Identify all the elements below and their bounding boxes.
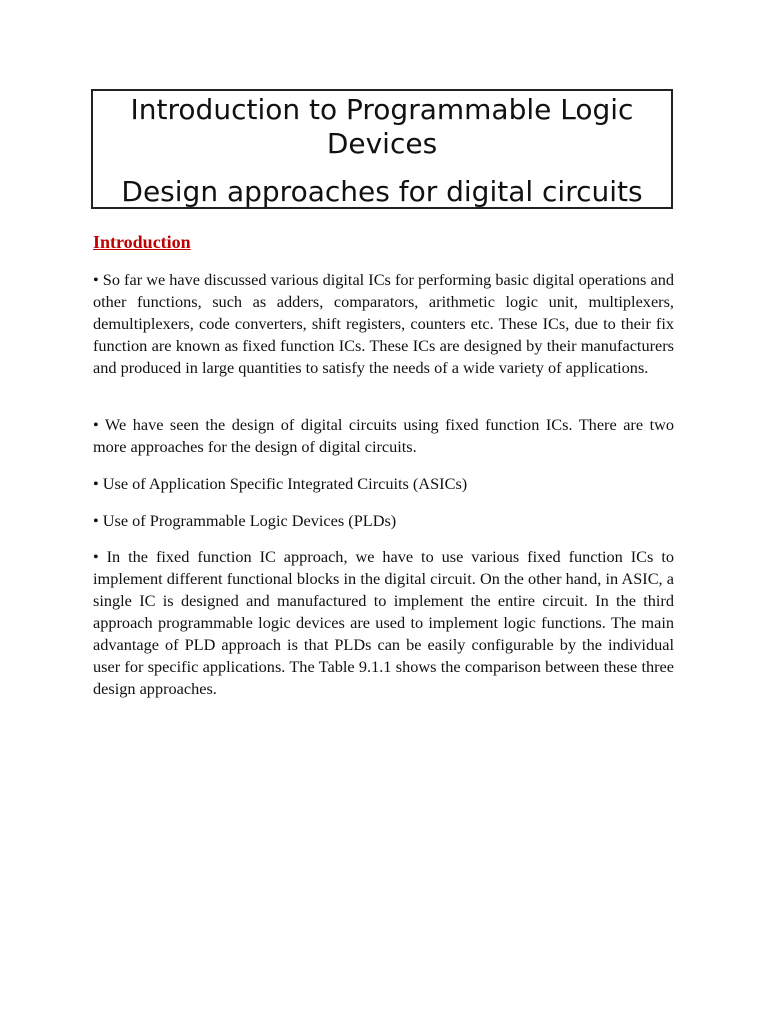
document-subtitle: Design approaches for digital circuits [121,175,643,208]
paragraph-fixed-function-ics: • So far we have discussed various digital ICs for performing basic digital operations and other functions, such as adders, comparators, arithmetic logic unit, multiplexers, demultiplexers, code converters, shift registers, counters etc. These ICs, due to their fix function are known as fixed function ICs. These ICs are designed by their manufacturers and produced in large quantities to satisfy the needs of a wide variety of applications. [93,270,674,377]
paragraph-plds: • Use of Programmable Logic Devices (PLDs) [93,511,397,530]
paragraph-comparison: • In the fixed function IC approach, we have to use various fixed function ICs to implement different functional blocks in the digital circuit. On the other hand, in ASIC, a single IC is designed and manufactured to implement the entire circuit. In the third approach programmable logic devices are used to implement logic functions. The main advantage of PLD approach is that PLDs can be easily configurable by the individual user for specific applications. The Table 9.1.1 shows the comparison between these three design approaches. [93,547,674,698]
paragraph-asics: • Use of Application Specific Integrated Circuits (ASICs) [93,474,468,493]
document-title: Introduction to Programmable Logic Devices [130,93,634,160]
paragraph-design-approaches: • We have seen the design of digital circuits using fixed function ICs. There are two more approaches for the design of digital circuits. [93,415,674,456]
title-box [91,89,673,209]
section-heading: Introduction [93,232,191,252]
